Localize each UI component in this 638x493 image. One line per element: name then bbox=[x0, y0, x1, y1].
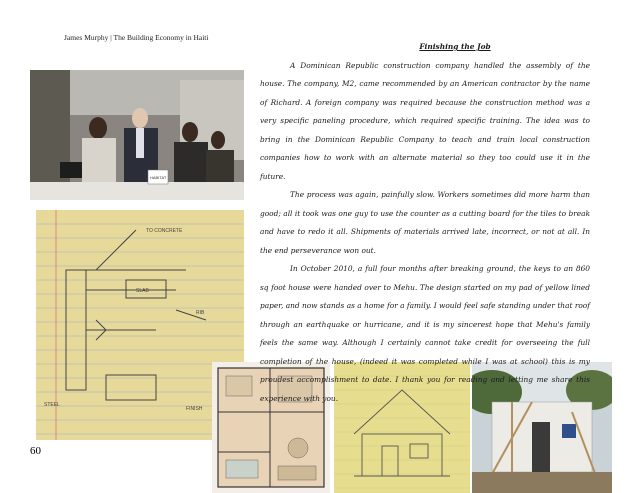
section-title: Finishing the Job bbox=[419, 42, 491, 51]
article-paragraph: A Dominican Republic construction company handled the assembly of the house. The company, M2, came recommended by an American contractor by the name of Richard. A foreign company was required because the construction method was a very specific paneling procedure, which required specific training. The idea was to bring in the Dominican Republic Company to teach and train local construction companies how to work with an alternate material so they too could use it in the future. bbox=[260, 60, 590, 181]
sketch-annotation: SLAB bbox=[136, 288, 149, 294]
sketch-annotation: FINISH bbox=[186, 406, 203, 412]
sketch-annotation: TO CONCRETE bbox=[146, 228, 183, 234]
ceremony-sign-text: HABITAT bbox=[150, 175, 167, 180]
page-number: 60 bbox=[30, 445, 41, 457]
running-header: James Murphy | The Building Economy in Haiti bbox=[64, 33, 209, 42]
sketch-annotation: STEEL bbox=[44, 402, 60, 408]
sketch-annotation: RIB bbox=[196, 310, 205, 316]
ceremony-photo bbox=[30, 70, 244, 200]
article-body bbox=[260, 38, 590, 408]
article-paragraph: The process was again, painfully slow. Workers sometimes did more harm than good; all it took was one guy to use the counter as a cutting board for the tiles to break and have to redo it all. Shipments of materials arrived late, incorrect, or not at all. In the end perseverance won out. bbox=[260, 190, 590, 255]
article-paragraph: In October 2010, a full four months after breaking ground, the keys to an 860 sq foot house were handed over to Mehu. The design started on my pad of yellow lined paper, and now stands as a home for a family. I would feel safe standing under that roof through an earthquake or hurricane, and it is my sincerest hope that Mehu's family feels the same way. Although I certainly cannot take credit for overseeing the full completion of the house, (indeed it was completed while I was at school) this is my proudest accomplishment to date. I thank you for reading and letting me share this experience with you. bbox=[260, 264, 590, 403]
